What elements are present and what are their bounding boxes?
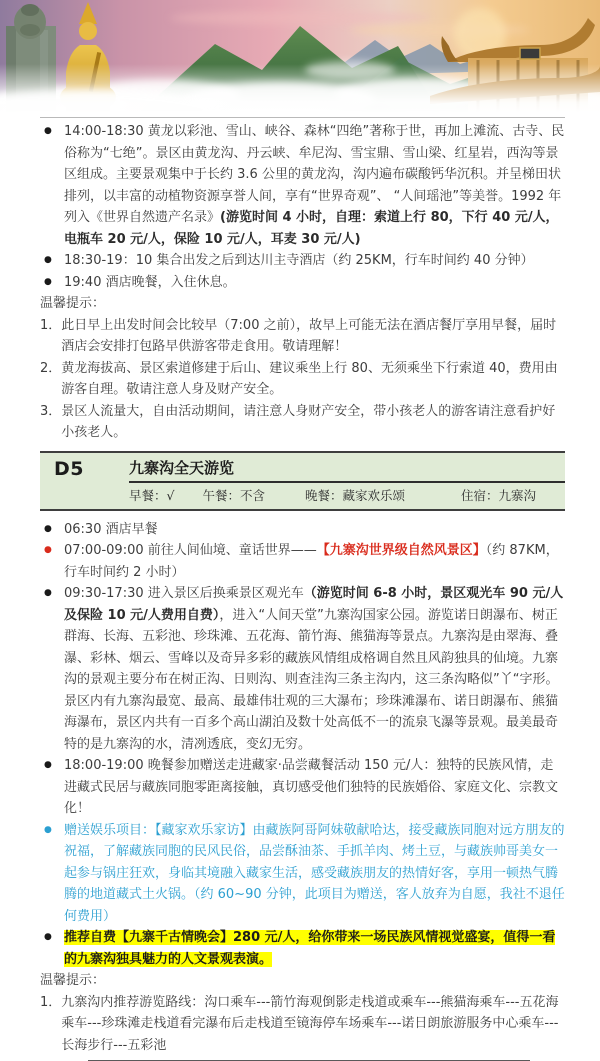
breakfast-info: 早餐：√: [129, 487, 175, 503]
text-segment-normal: 07:00-09:00 前往人间仙境、童话世界——: [64, 543, 317, 558]
meals-row: [129, 485, 565, 509]
scenic-banner-illustration: [0, 0, 600, 112]
text-segment-normal: 18:30-19：10 集合出发之后到达川主寺酒店（约 25KM，行车时间约 40 分钟）: [64, 253, 534, 268]
schedule-item-text: [64, 272, 565, 294]
lodging-info: 住宿：九寨沟: [461, 487, 537, 503]
bullet-icon: ●: [44, 760, 52, 770]
schedule-item-text: [64, 519, 565, 541]
day5-header-table: [40, 451, 565, 511]
text-segment-normal: 19:40 酒店晚餐，入住休息。: [64, 274, 236, 290]
tip-number: 1．: [40, 994, 62, 1010]
schedule-item: [40, 820, 565, 928]
tip-number: 1．: [40, 317, 62, 333]
header-divider: [40, 117, 565, 118]
schedule-item: [40, 519, 565, 541]
schedule-item-text: [64, 755, 565, 820]
tip-text: 黄龙海拔高、景区索道修建于后山、建议乘坐上行 80、无须乘坐下行索道 40，费用由游客自理。敬请注意人身及财产安全。: [61, 360, 558, 397]
schedule-item: [40, 755, 565, 820]
tip-text: 景区人流量大，自由活动期间，请注意人身财产安全，带小孩老人的游客请注意看护好小孩老人。: [61, 403, 556, 440]
tip-item: [40, 358, 565, 401]
schedule-item: [40, 250, 565, 272]
day-title: 九寨沟全天游览: [129, 458, 235, 477]
schedule-item-text: [64, 583, 565, 755]
text-segment-red: 【九寨沟世界级自然风景区】: [316, 543, 486, 558]
day5-header-main: [129, 453, 565, 509]
bullet-icon: ●: [44, 824, 52, 835]
schedule-item-text: [64, 927, 565, 970]
dinner-info: 晚餐：藏家欢乐颂: [304, 487, 405, 503]
bullet-icon: ●: [44, 523, 52, 534]
text-segment-normal: 09:30-17:30 进入景区后换乘景区观光车: [64, 586, 304, 601]
bullet-icon: ●: [44, 126, 52, 136]
tip-text: 九寨沟内推荐游览路线：沟口乘车---箭竹海观倒影走栈道或乘车---熊猫海乘车---五花海乘车---珍珠滩走栈道看完瀑布后走栈道至镜海停车场乘车---诺日朗旅游服务中心乘车---长海步行---五彩池: [61, 994, 559, 1053]
schedule-item: [40, 121, 565, 250]
itinerary-content: [0, 121, 600, 1061]
text-segment-mark: 推荐自费【九寨千古情晚会】280 元/人，给你带来一场民族风情视觉盛宴，值得一看的九寨沟独具魅力的人文景观表演。: [64, 930, 556, 967]
tip-item: [40, 315, 565, 358]
schedule-item-text: [64, 820, 565, 928]
text-segment-normal: 14:00-18:30 黄龙以彩池、雪山、峡谷、森林“四绝”著称于世，再加上滩流、古寺、民俗称为“七绝”。景区由黄龙沟、丹云峡、牟尼沟、雪宝鼎、雪山梁、红星岩，西沟等景区组成。主要景观集中于长约 3.6 公里的黄龙沟，沟内遍布碳酸钙华沉积。并呈梯田状排列，以丰富的动植物资源享誉人间，享有“世界奇观”、 “人间瑶池”等美誉。1992 年列入《世界自然遗产名录》: [64, 124, 565, 225]
schedule-item: [40, 583, 565, 755]
tip-item: [40, 401, 565, 444]
bullet-icon: ●: [44, 276, 52, 287]
day4-schedule-list: [40, 121, 565, 444]
schedule-item: [40, 272, 565, 294]
tip-item: [40, 992, 565, 1057]
text-segment-bold: （游览时间 6-8 小时，景区观光车 90 元/人及保险 10 元/人费用自费）: [64, 586, 564, 623]
lunch-info: 午餐：不含: [202, 487, 265, 503]
schedule-item-text: [64, 540, 565, 583]
tip-number: 3．: [40, 403, 62, 419]
schedule-item-text: [64, 250, 565, 272]
text-segment-normal: 06:30 酒店早餐: [64, 521, 158, 537]
day-code: D5: [54, 457, 84, 480]
day-title-rule: [129, 481, 565, 483]
text-segment-bold: (游览时间 4 小时，自理：索道上行 80，下行 40 元/人，电瓶车 20 元/人，保险 10 元/人，耳麦 30 元/人): [64, 210, 559, 247]
bullet-icon: ●: [44, 932, 52, 942]
bullet-icon: ●: [44, 588, 52, 598]
text-segment-normal: ，进入“人间天堂”九寨沟国家公园。游览诺日朗瀑布、树正群海、长海、五彩池、珍珠滩、五花海、箭竹海、熊猫海等景点。九寨沟是由翠海、叠瀑、彩林、烟云、雪峰以及奇异多彩的藏族风情组成格调自然且风韵独具的仙境。九寨沟的景观主要分布在树正沟、日则沟、则查洼沟三条主沟内，这三条沟略似”丫“字形。景区内有九寨沟最宽、最高、最雄伟壮观的三大瀑布；珍珠滩瀑布、诺日朗瀑布、熊猫海瀑布，景区内共有一百多个高山湖泊及数十处高低不一的流泉飞瀑等景观。最美最奇特的是九寨沟的水，清冽透底，变幻无穷。: [64, 607, 559, 752]
text-segment-blue: 赠送娱乐项目：【藏家欢乐家访】由藏族阿哥阿妹敬献哈达，接受藏族同胞对远方朋友的祝福，了解藏族同胞的民风民俗，品尝酥油茶、手抓羊肉、烤土豆，与藏族帅哥美女一起参与锅庄狂欢，身临其境融入藏家生活，感受藏族朋友的热情好客，享用一顿热气腾腾的地道藏式土火锅。（约 60~90 分钟，此项目为赠送，客人放弃为自愿，我社不退任何费用）: [64, 822, 565, 924]
schedule-item-text: [64, 121, 565, 250]
header-banner-image: [0, 0, 600, 112]
tip-number: 2．: [40, 360, 62, 376]
tips-heading: 温馨提示：: [40, 296, 106, 311]
tips-heading: 温馨提示：: [40, 973, 106, 988]
schedule-item: [40, 927, 565, 970]
bullet-icon: ●: [44, 255, 52, 265]
text-segment-normal: 18:00-19:00 晚餐参加赠送走进藏家·品尝藏餐活动 150 元/人：独特的民族风情，走进藏式民居与藏族同胞零距离接触，真切感受他们独特的民族婚俗、家庭文化、宗教文化！: [64, 758, 559, 816]
text-segment-normal: （约 87KM，行车时间约 2 小时）: [64, 543, 559, 580]
tip-text: 此日早上出发时间会比较早（7:00 之前），故早上可能无法在酒店餐厅享用早餐，届时酒店会安排打包路早供游客带走食用。敬请理解！: [61, 317, 557, 354]
bullet-icon: ●: [44, 545, 52, 555]
day5-schedule-list: [40, 519, 565, 1057]
schedule-item: [40, 540, 565, 583]
